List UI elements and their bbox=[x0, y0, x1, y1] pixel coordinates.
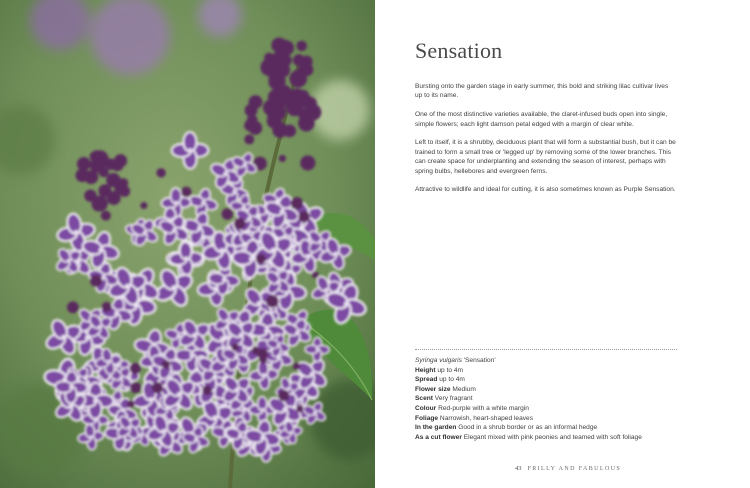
fact-label: Height bbox=[415, 366, 436, 374]
paragraph: Attractive to wildlife and ideal for cutting, it is also sometimes known as Purple Sensation. bbox=[415, 186, 676, 194]
paragraph: Left to itself, it is a shrubby, deciduous plant that will form a substantial bush, but it can be trained to form a small tree or 'legged up' by removing some of the lower branches. This can create space for underplanting and extending the season of interest, perhaps with spring bulbs, hellebores and evergreen ferns. bbox=[415, 139, 676, 175]
fact-row bbox=[415, 404, 677, 414]
fact-label: As a cut flower bbox=[415, 433, 462, 441]
fact-row bbox=[415, 414, 677, 424]
fact-label: Foliage bbox=[415, 414, 439, 422]
fact-label: Flower size bbox=[415, 385, 451, 393]
fact-value: Very fragrant bbox=[432, 395, 473, 403]
fact-row bbox=[415, 394, 677, 404]
fact-row bbox=[415, 375, 677, 385]
fact-label: Spread bbox=[415, 376, 438, 384]
fact-row bbox=[415, 366, 677, 376]
fact-row bbox=[415, 385, 677, 395]
fact-label: Scent bbox=[415, 395, 433, 403]
running-head: FRILLY AND FABULOUS bbox=[527, 466, 622, 472]
page-number: 43 bbox=[515, 465, 522, 472]
fact-label: In the garden bbox=[415, 424, 457, 432]
binomial-name: Syringa vulgaris bbox=[415, 357, 462, 364]
paragraph: One of the most distinctive varieties available, the claret-infused buds open into single, simple flowers; each light damson petal edged with a margin of clear white. bbox=[415, 111, 668, 128]
fact-value: Elegant mixed with pink peonies and teamed with soft foliage bbox=[461, 433, 642, 441]
page-title: Sensation bbox=[415, 38, 503, 63]
fact-value: Narrowish, heart-shaped leaves bbox=[438, 414, 534, 422]
fact-value: Red-purple with a white margin bbox=[436, 404, 529, 412]
plant-facts bbox=[415, 356, 677, 442]
fact-value: up to 4m bbox=[437, 376, 465, 384]
fact-value: Good in a shrub border or as an informal hedge bbox=[456, 424, 598, 432]
fact-value: up to 4m bbox=[435, 366, 464, 374]
fact-row bbox=[415, 433, 677, 443]
body-text bbox=[415, 82, 677, 204]
paragraph: Bursting onto the garden stage in early summer, this bold and striking lilac cultivar lives up to its name. bbox=[415, 83, 669, 100]
fact-label: Colour bbox=[415, 404, 437, 412]
cultivar-name: 'Sensation' bbox=[461, 357, 496, 364]
dotted-divider bbox=[415, 349, 677, 350]
plant-name bbox=[415, 356, 677, 366]
fact-value: Medium bbox=[450, 385, 476, 393]
fact-row bbox=[415, 423, 677, 433]
page-footer bbox=[515, 465, 621, 472]
